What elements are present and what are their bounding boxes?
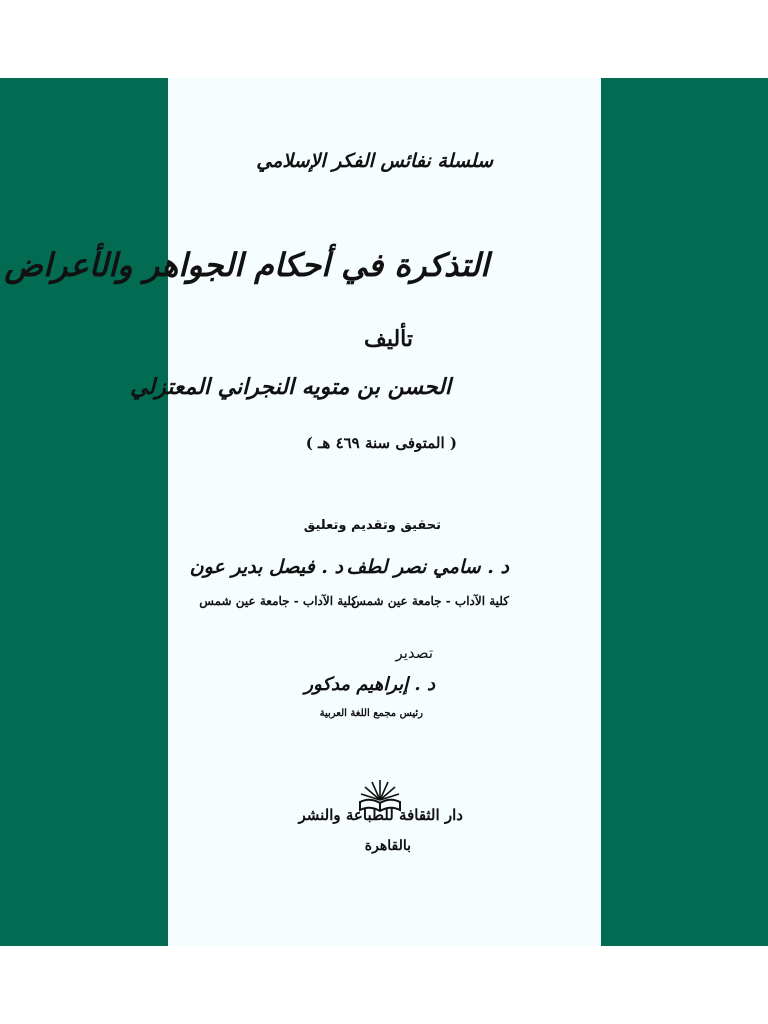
author-death-date: ( المتوفى سنة ٤٦٩ هـ ) — [305, 434, 457, 452]
author-name: الحسن بن متويه النجراني المعتزلي — [130, 374, 451, 400]
publisher-city: بالقاهرة — [364, 838, 411, 854]
editor-2-affiliation: كلية الآداب - جامعة عين شمس — [199, 594, 357, 608]
publisher-name: دار الثقافة للطباعة والنشر — [298, 806, 463, 824]
preface-author-title: رئيس مجمع اللغة العربية — [319, 708, 423, 719]
series-title: سلسلة نفائس الفكر الإسلامي — [256, 150, 493, 172]
preface-label: تصدير — [395, 644, 433, 662]
editor-2-name: د . فيصل بدير عون — [189, 556, 343, 578]
editing-label: تحقيق وتقديم وتعليق — [303, 518, 441, 533]
editor-1-name: د . سامي نصر لطف — [346, 556, 509, 578]
preface-author: د . إبراهيم مدكور — [304, 674, 435, 695]
editor-1-affiliation: كلية الآداب - جامعة عين شمس — [351, 594, 509, 608]
book-cover-page — [4, 78, 601, 946]
book-title: التذكرة في أحكام الجواهر والأعراض — [4, 246, 489, 284]
authorship-label: تأليف — [364, 326, 413, 352]
